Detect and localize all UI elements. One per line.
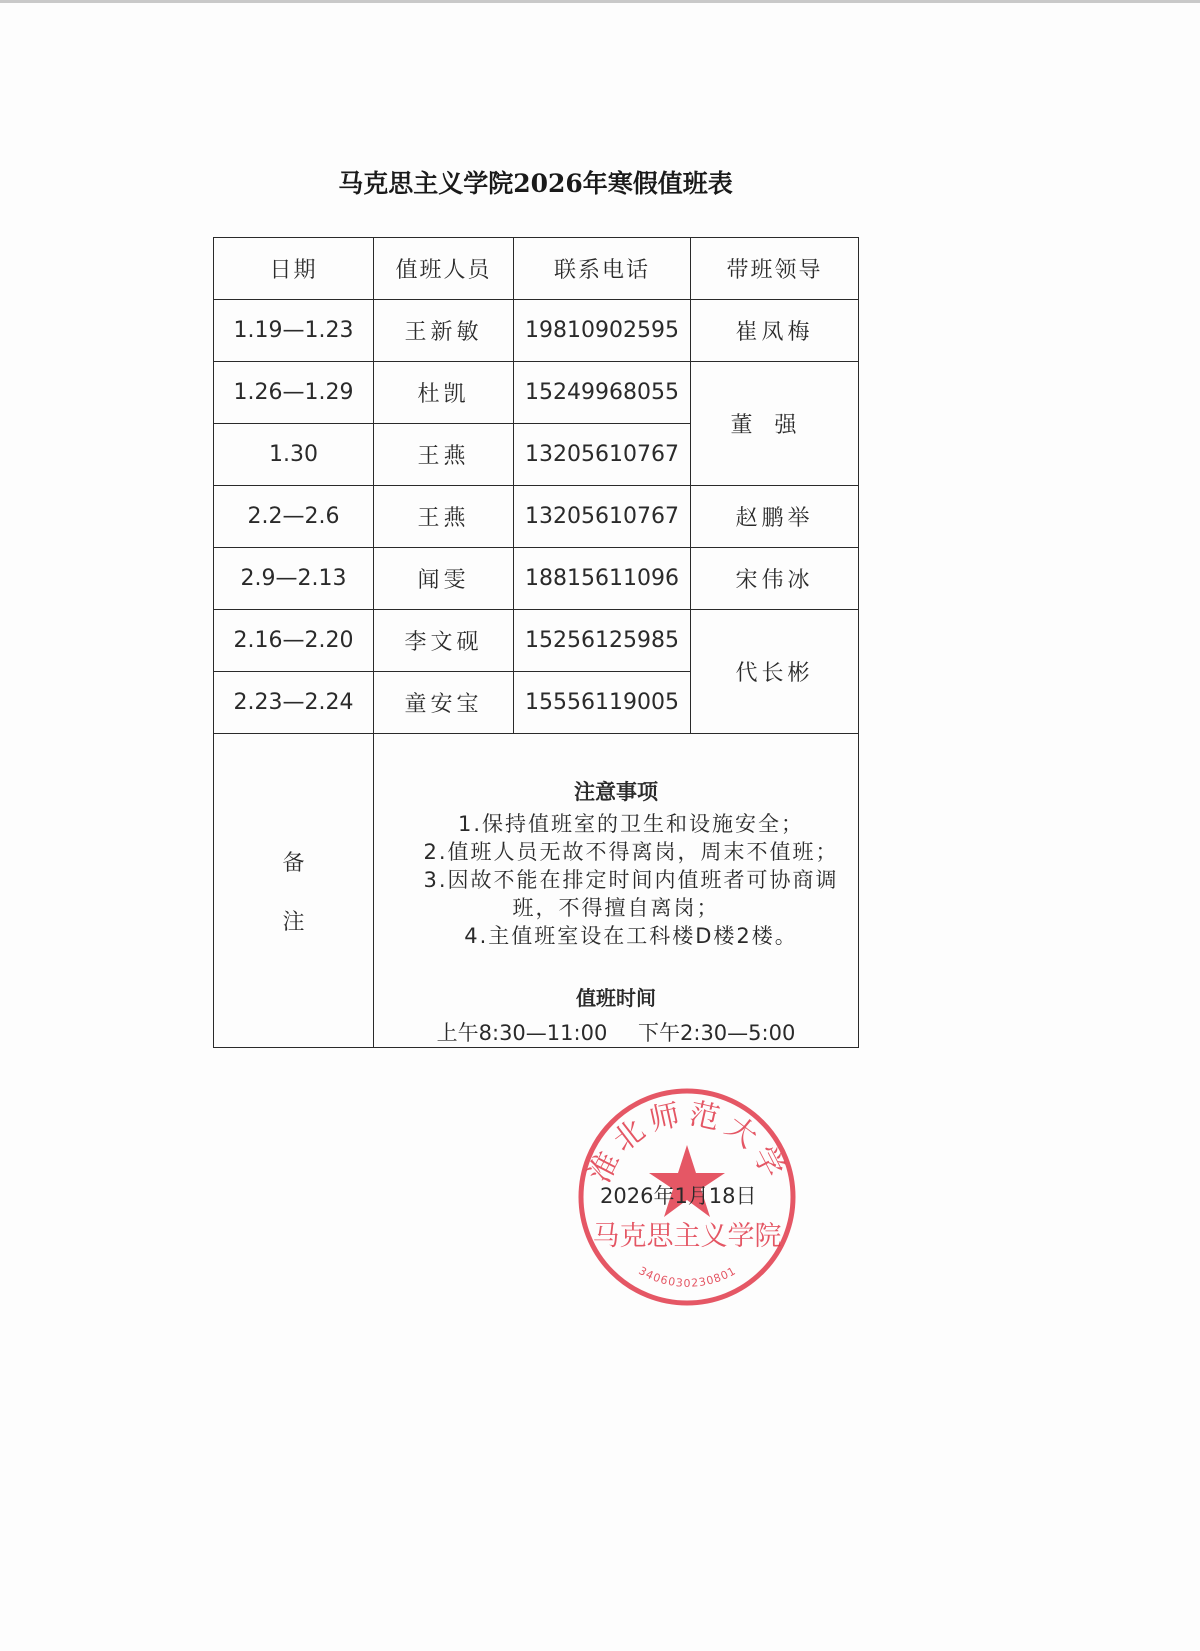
- time-title: 值班时间: [576, 986, 656, 1010]
- header-phone: 联系电话: [514, 238, 691, 300]
- cell-leader: 赵鹏举: [691, 486, 859, 548]
- time-morning: 上午8:30—11:00: [436, 1021, 608, 1045]
- note-item: 4.主值班室设在工科楼D楼2楼。: [464, 924, 798, 948]
- cell-date: 1.26—1.29: [214, 362, 374, 424]
- cell-leader: 董强: [691, 362, 859, 486]
- cell-person: 杜凯: [374, 362, 514, 424]
- cell-date: 1.30: [214, 424, 374, 486]
- remarks-row: [214, 734, 859, 1048]
- table-row: [214, 300, 859, 362]
- seal-org-bottom: 马克思主义学院: [592, 1221, 782, 1252]
- remarks-label-cell: [214, 734, 374, 1048]
- cell-date: 2.16—2.20: [214, 610, 374, 672]
- cell-phone: 13205610767: [514, 424, 691, 486]
- remarks-label-bottom: 注: [282, 909, 305, 935]
- cell-person: 李文砚: [374, 610, 514, 672]
- cell-date: 2.9—2.13: [214, 548, 374, 610]
- seal-org-top: 淮北师范大学: [581, 1096, 794, 1189]
- scan-edge: [0, 0, 1200, 3]
- cell-leader: 宋伟冰: [691, 548, 859, 610]
- note-item: 2.值班人员无故不得离岗，周末不值班；: [423, 840, 839, 864]
- seal-code: 3406030230801: [636, 1264, 739, 1290]
- cell-date: 2.2—2.6: [214, 486, 374, 548]
- cell-person: 王新敏: [374, 300, 514, 362]
- cell-phone: 13205610767: [514, 486, 691, 548]
- issue-date: 2026年1月18日: [600, 1184, 757, 1208]
- table-header-row: [214, 238, 859, 300]
- cell-phone: 15556119005: [514, 672, 691, 734]
- remarks-label-top: 备: [282, 850, 305, 876]
- page-title: 马克思主义学院2026年寒假值班表: [338, 169, 733, 198]
- duty-table: [213, 237, 859, 1048]
- note-item: 1.保持值班室的卫生和设施安全；: [457, 812, 805, 836]
- cell-phone: 18815611096: [514, 548, 691, 610]
- time-afternoon: 下午2:30—5:00: [638, 1021, 796, 1045]
- table-row: [214, 548, 859, 610]
- cell-leader: 崔凤梅: [691, 300, 859, 362]
- table-row: [214, 610, 859, 672]
- header-leader: 带班领导: [691, 238, 859, 300]
- remarks-content: [374, 734, 859, 1048]
- cell-person: 闻雯: [374, 548, 514, 610]
- cell-phone: 15256125985: [514, 610, 691, 672]
- cell-date: 2.23—2.24: [214, 672, 374, 734]
- cell-person: 王燕: [374, 486, 514, 548]
- table-row: [214, 486, 859, 548]
- cell-phone: 15249968055: [514, 362, 691, 424]
- cell-phone: 19810902595: [514, 300, 691, 362]
- cell-date: 1.19—1.23: [214, 300, 374, 362]
- note-item: 3.因故不能在排定时间内值班者可协商调班，不得擅自离岗；: [423, 868, 839, 920]
- header-date: 日期: [214, 238, 374, 300]
- notes-title: 注意事项: [574, 779, 658, 804]
- table-row: [214, 362, 859, 424]
- cell-person: 王燕: [374, 424, 514, 486]
- header-person: 值班人员: [374, 238, 514, 300]
- cell-leader: 代长彬: [691, 610, 859, 734]
- cell-person: 童安宝: [374, 672, 514, 734]
- duty-time: [374, 1017, 858, 1047]
